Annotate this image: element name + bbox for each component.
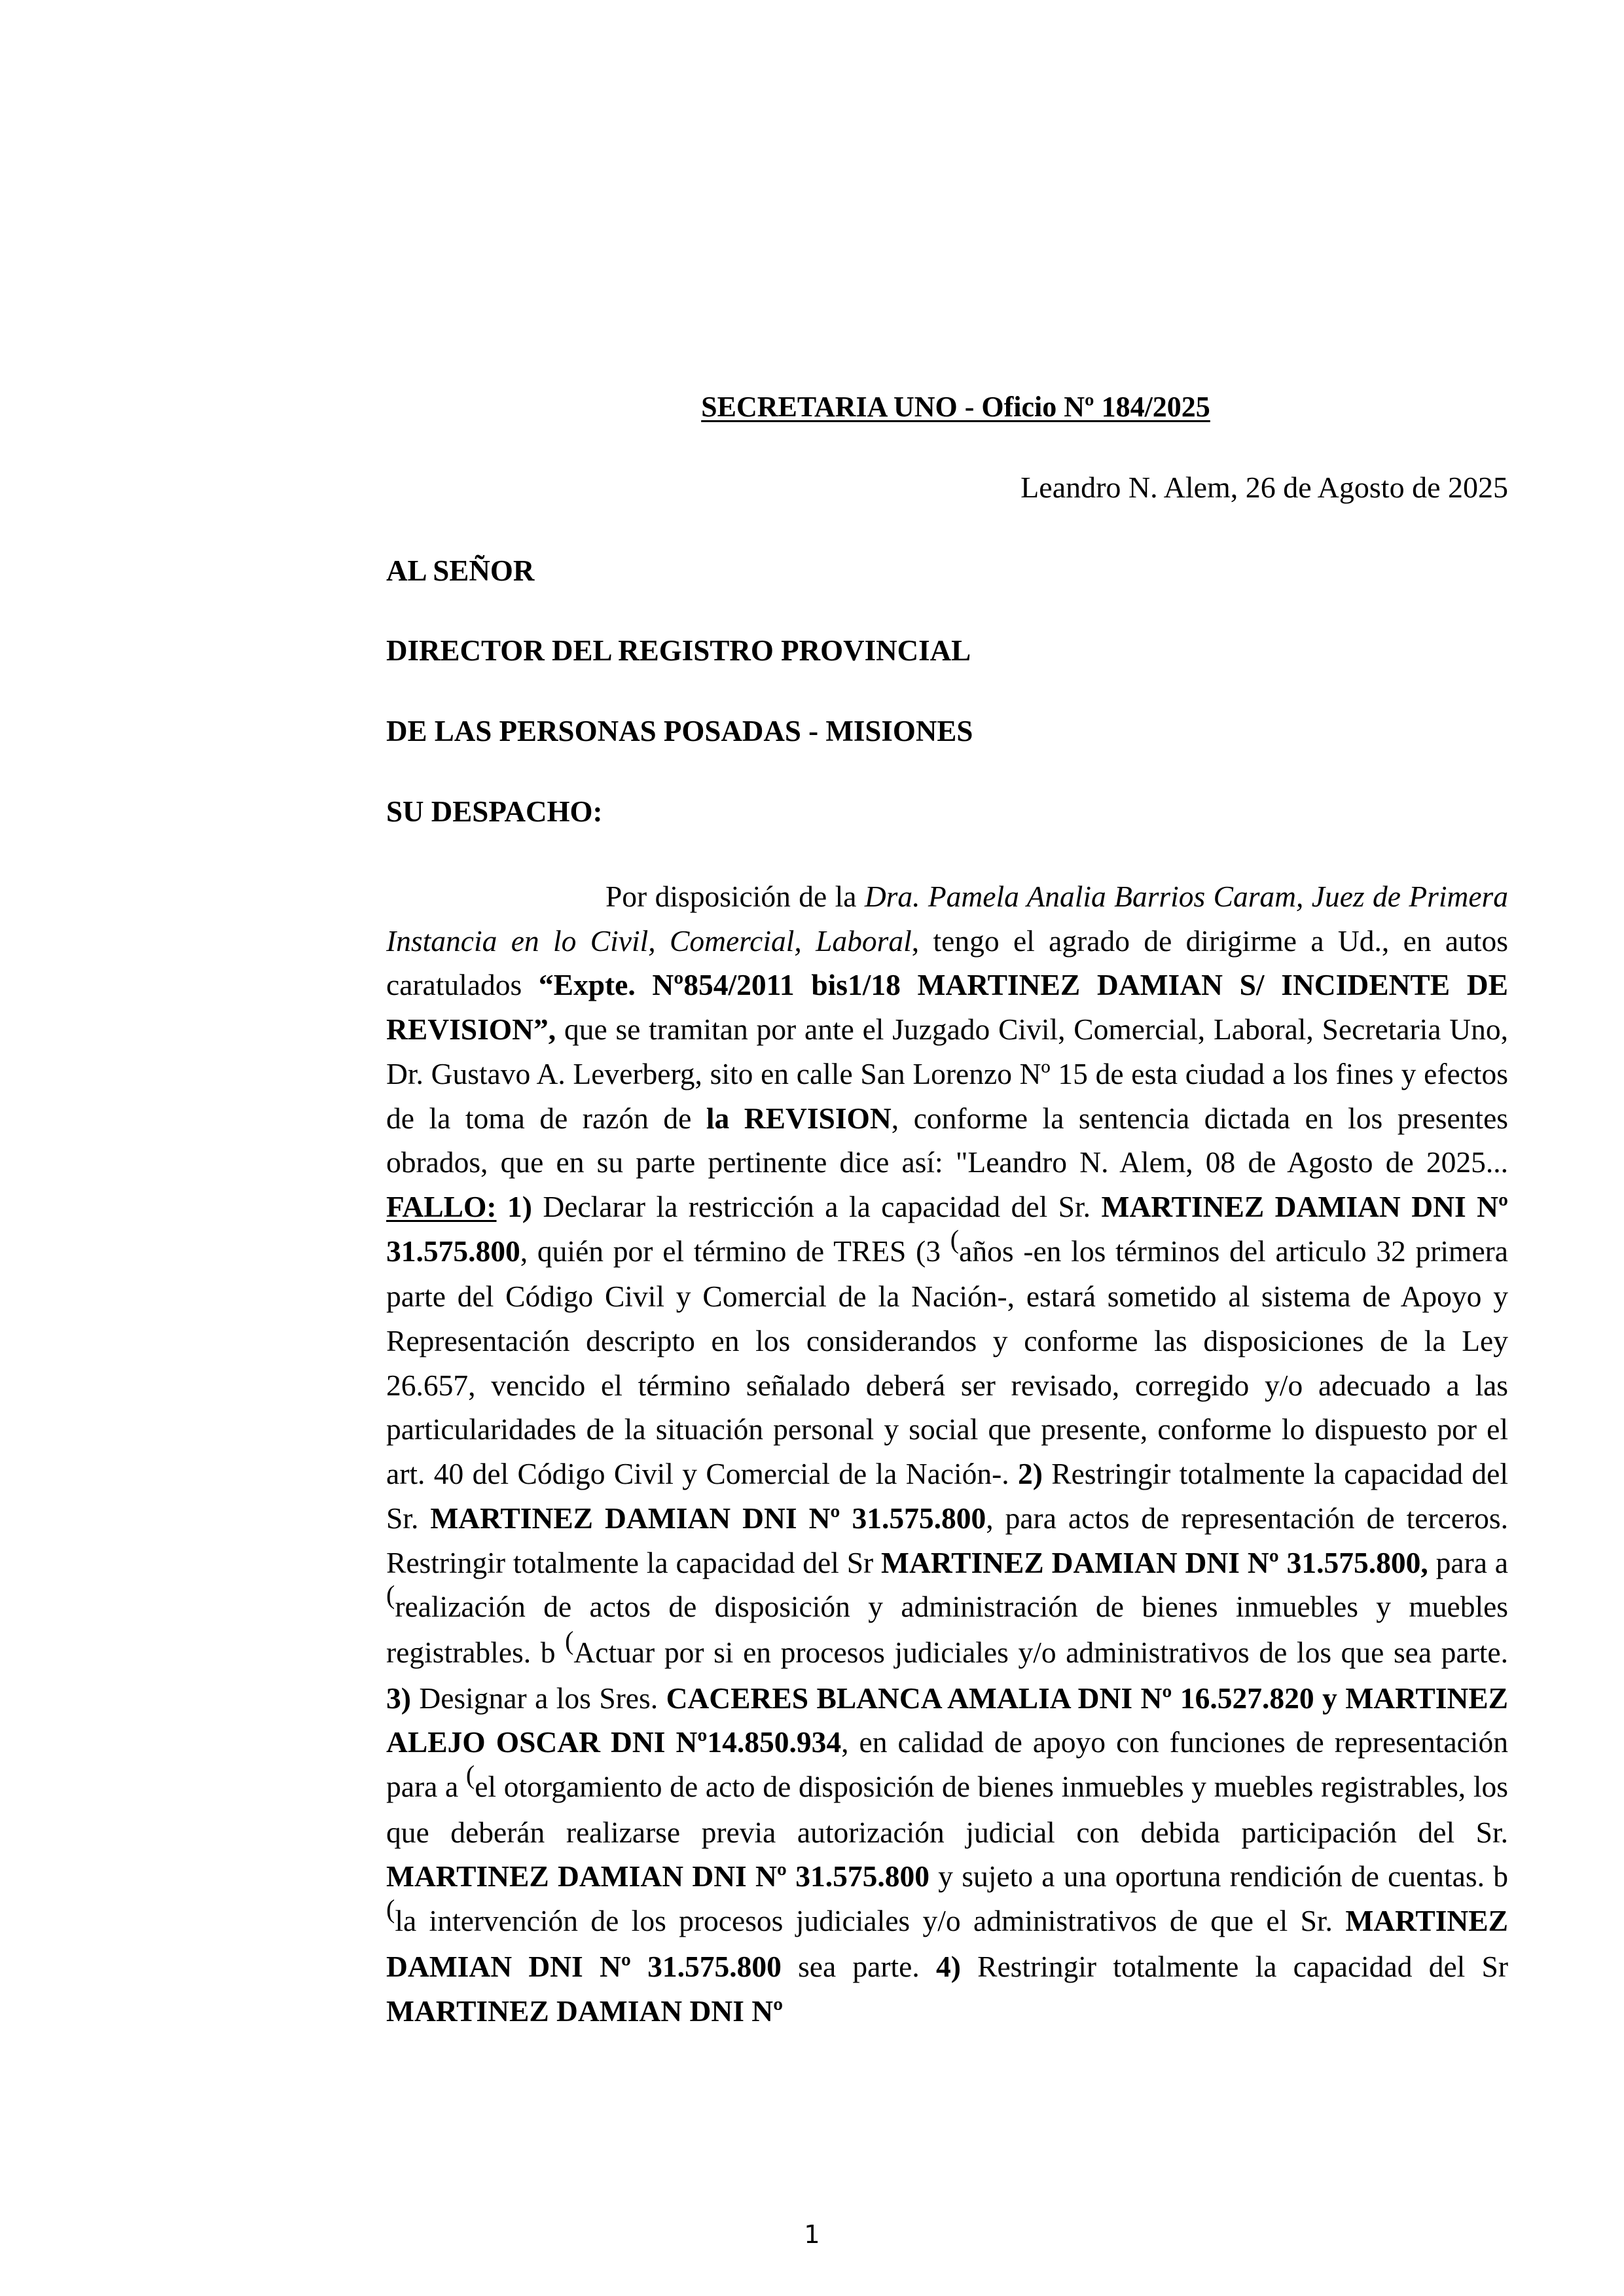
- body-text: [386, 874, 1508, 2033]
- recipient-line: AL SEÑOR: [386, 554, 535, 587]
- case-title: “Expte. Nº854/2011 bis1/18 MARTINEZ DAMIAN S/ INCIDENTE DE REVISION”,: [386, 968, 1509, 1047]
- fallo-label: FALLO:: [386, 1189, 497, 1223]
- recipient-line: SU DESPACHO:: [386, 795, 603, 828]
- judge-name: Dra. Pamela Analia Barrios Caram, Juez de Primera Instancia en lo Civil, Comercial, Laboral: [386, 880, 1508, 958]
- page-number: 1: [804, 2220, 820, 2249]
- recipient-line: DIRECTOR DEL REGISTRO PROVINCIAL: [386, 634, 971, 667]
- document-heading: SECRETARIA UNO - Oficio Nº 184/2025: [701, 391, 1210, 423]
- recipient-line: DE LAS PERSONAS POSADAS - MISIONES: [386, 715, 973, 747]
- body-paragraph: Por disposición de la Dra. Pamela Analia Barrios Caram, Juez de Primera Instancia en lo Civil, Comercial, Laboral, tengo el agrado de dirigirme a Ud., en autos caratulados “Expte. Nº854/2011 bis1/18 MARTINEZ DAMIAN S/ INCIDENTE DE REVISION”, que se tramitan por ante el Juzgado Civil, Comercial, Laboral, Secretaria Uno, Dr. Gustavo A. Leverberg, sito en calle San Lorenzo Nº 15 de esta ciudad a los fines y efectos de la toma de razón de la REVISION, conforme la sentencia dictada en los presentes obrados, que en su parte pertinente dice así: "Leandro N. Alem, 08 de Agosto de 2025... FALLO: 1) Declarar la restricción a la capacidad del Sr. MARTINEZ DAMIAN DNI Nº 31.575.800, quién por el término de TRES (3 (años -en los términos del articulo 32 primera parte del Código Civil y Comercial de la Nación-, estará sometido al sistema de Apoyo y Representación descripto en los considerandos y conforme las disposiciones de la Ley 26.657, vencido el término señalado deberá ser revisado, corregido y/o adecuado a las particularidades de la situación personal y social que presente, conforme lo dispuesto por el art. 40 del Código Civil y Comercial de la Nación-. 2) Restringir totalmente la capacidad del Sr. MARTINEZ DAMIAN DNI Nº 31.575.800, para actos de representación de terceros. Restringir totalmente la capacidad del Sr MARTINEZ DAMIAN DNI Nº 31.575.800, para a (realización de actos de disposición y administración de bienes inmuebles y muebles registrables. b (Actuar por si en procesos judiciales y/o administrativos de los que sea parte. 3) Designar a los Sres. CACERES BLANCA AMALIA DNI Nº 16.527.820 y MARTINEZ ALEJO OSCAR DNI Nº14.850.934, en calidad de apoyo con funciones de representación para a (el otorgamiento de acto de disposición de bienes inmuebles y muebles registrables, los que deberán realizarse previa autorización judicial con debida participación del Sr. MARTINEZ DAMIAN DNI Nº 31.575.800 y sujeto a una oportuna rendición de cuentas. b (la intervención de los procesos judiciales y/o administrativos de que el Sr. MARTINEZ DAMIAN DNI Nº 31.575.800 sea parte. 4) Restringir totalmente la capacidad del Sr MARTINEZ DAMIAN DNI Nº: [386, 880, 1509, 2028]
- date-line: Leandro N. Alem, 26 de Agosto de 2025: [1020, 471, 1508, 504]
